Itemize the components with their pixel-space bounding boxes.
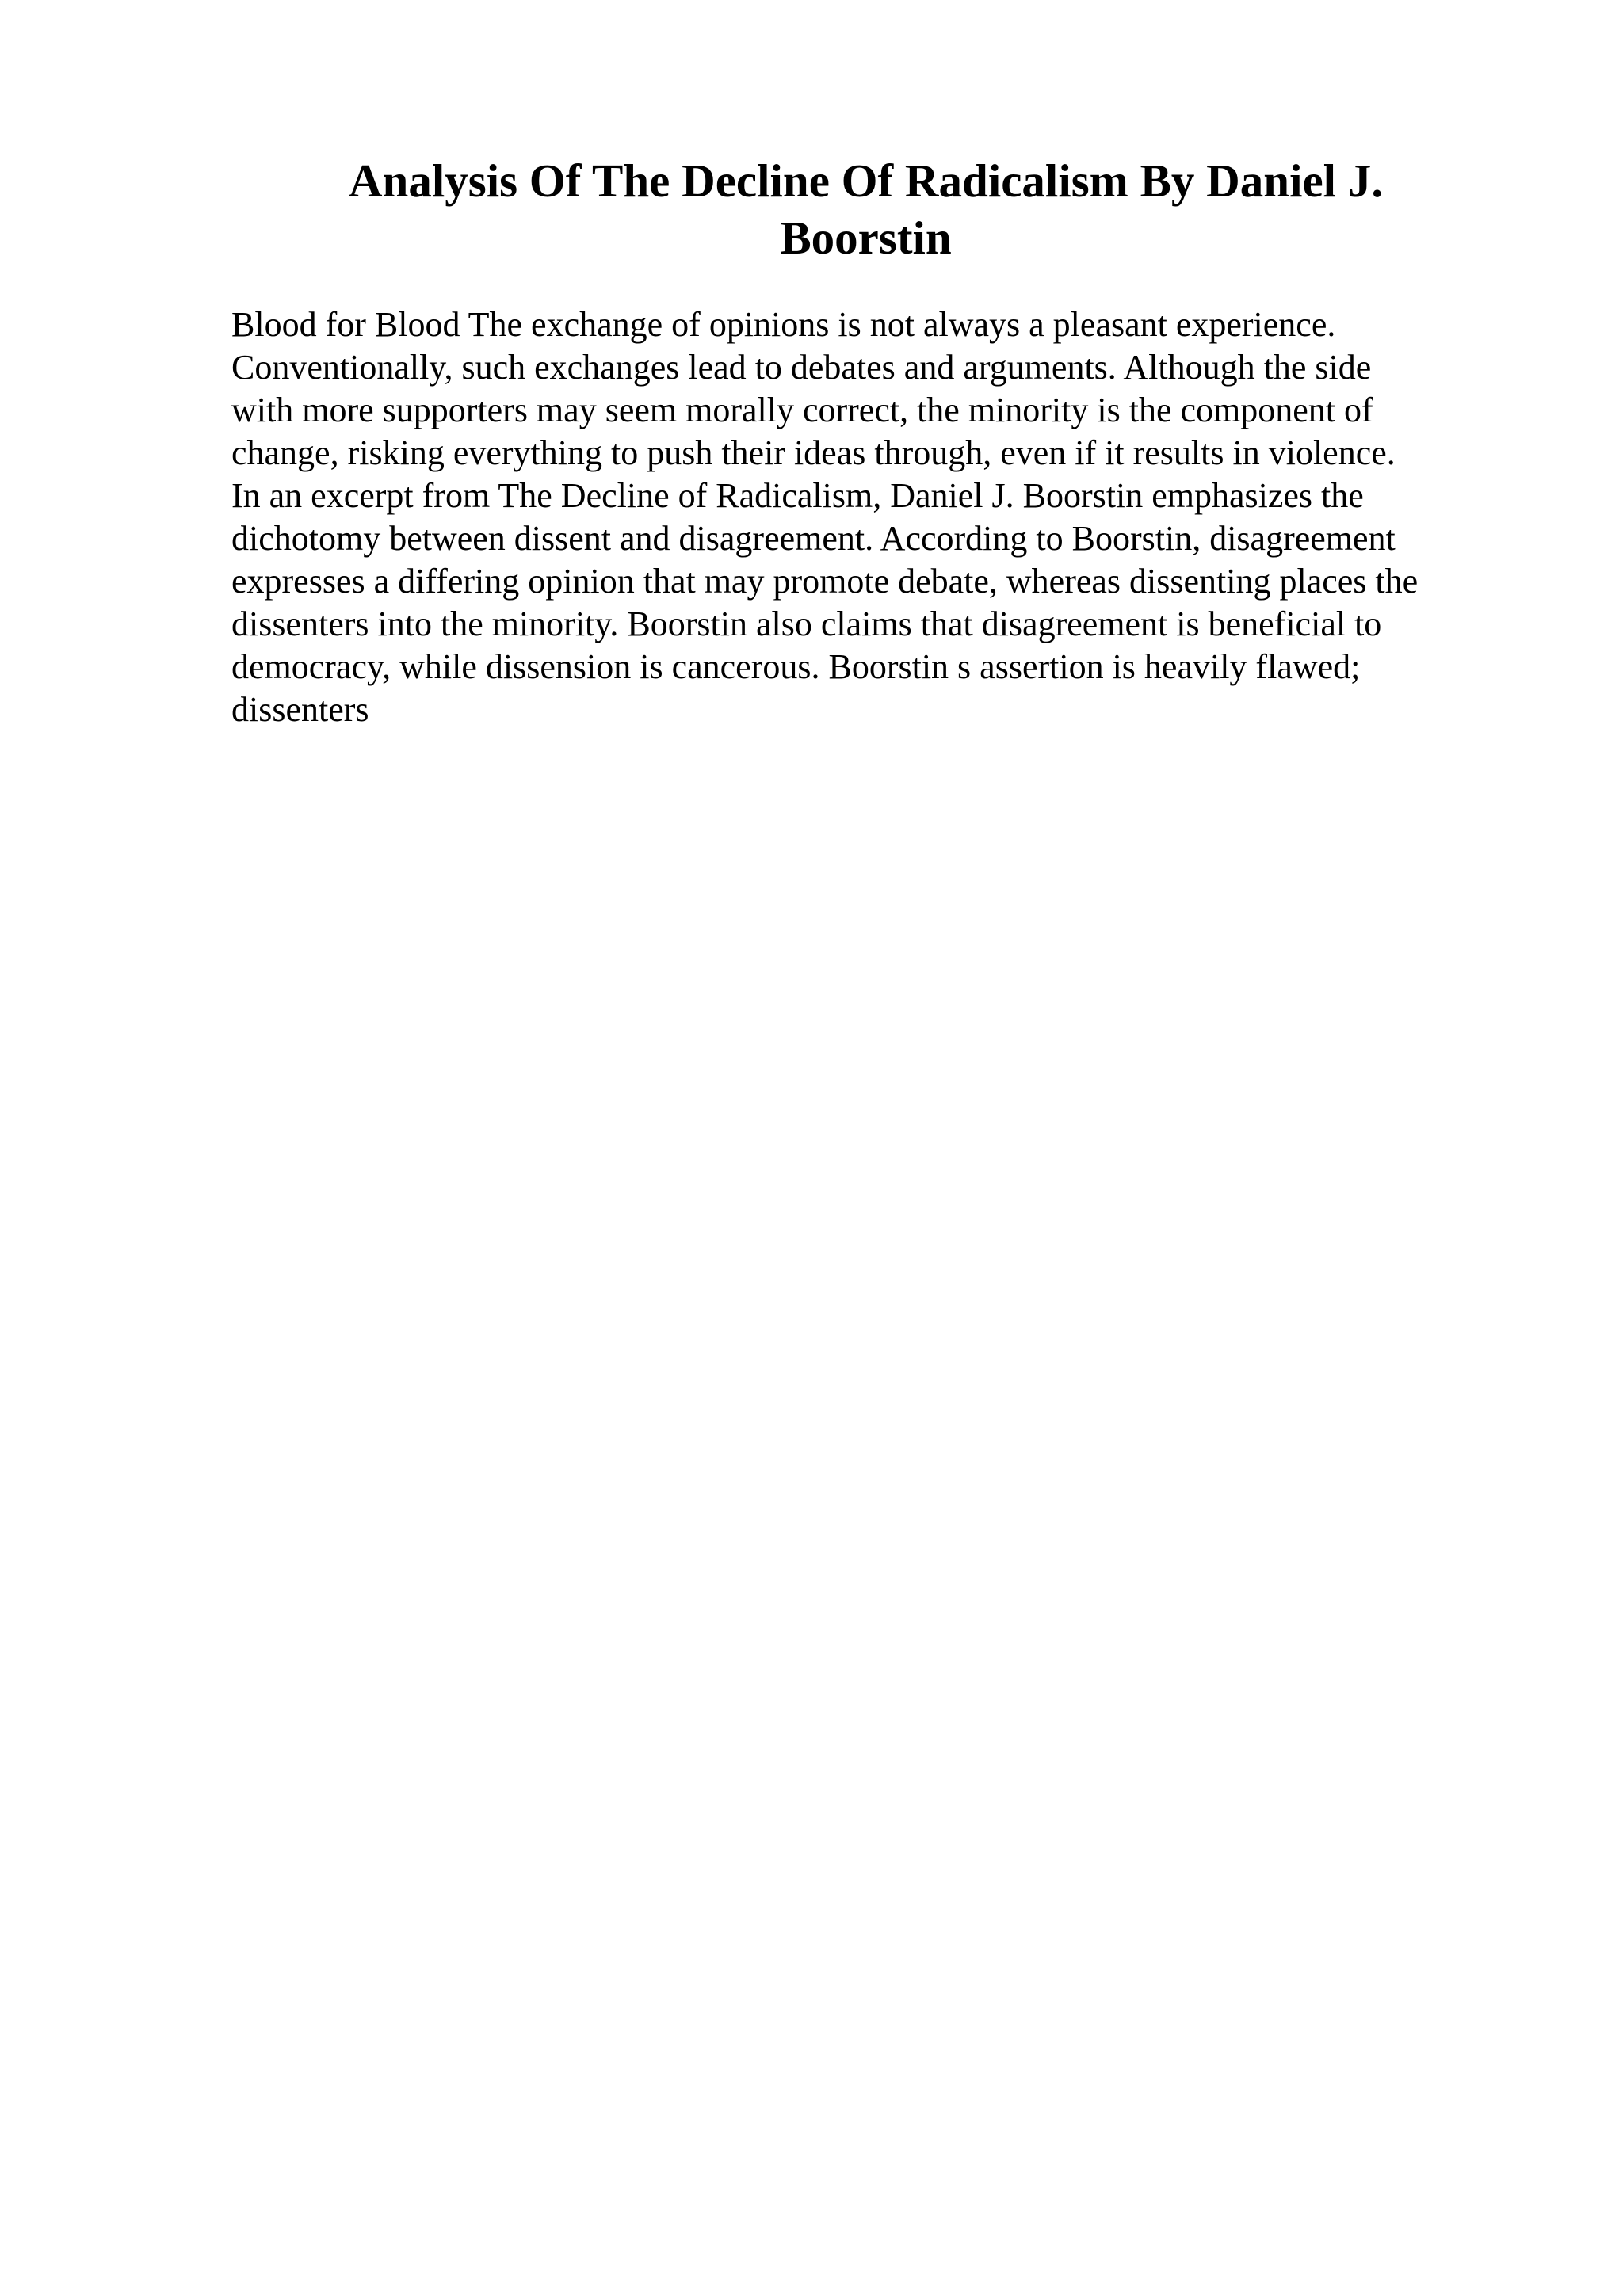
- document-title: Analysis Of The Decline Of Radicalism By Daniel J. Boorstin: [348, 154, 1384, 264]
- document-body-paragraph: Blood for Blood The exchange of opinions is not always a pleasant experience. Conventionally, such exchanges lead to debates and arguments. Although the side with more supporters may seem morally correct, the minority is the component of change, risking everything to push their ideas through, even if it results in violence. In an excerpt from The Decline of Radicalism, Daniel J. Boorstin emphasizes the dichotomy between dissent and disagreement. According to Boorstin, disagreement expresses a differing opinion that may promote debate, whereas dissenting places the dissenters into the minority. Boorstin also claims that disagreement is beneficial to democracy, while dissension is cancerous. Boorstin s assertion is heavily flawed; dissenters: [231, 305, 1419, 729]
